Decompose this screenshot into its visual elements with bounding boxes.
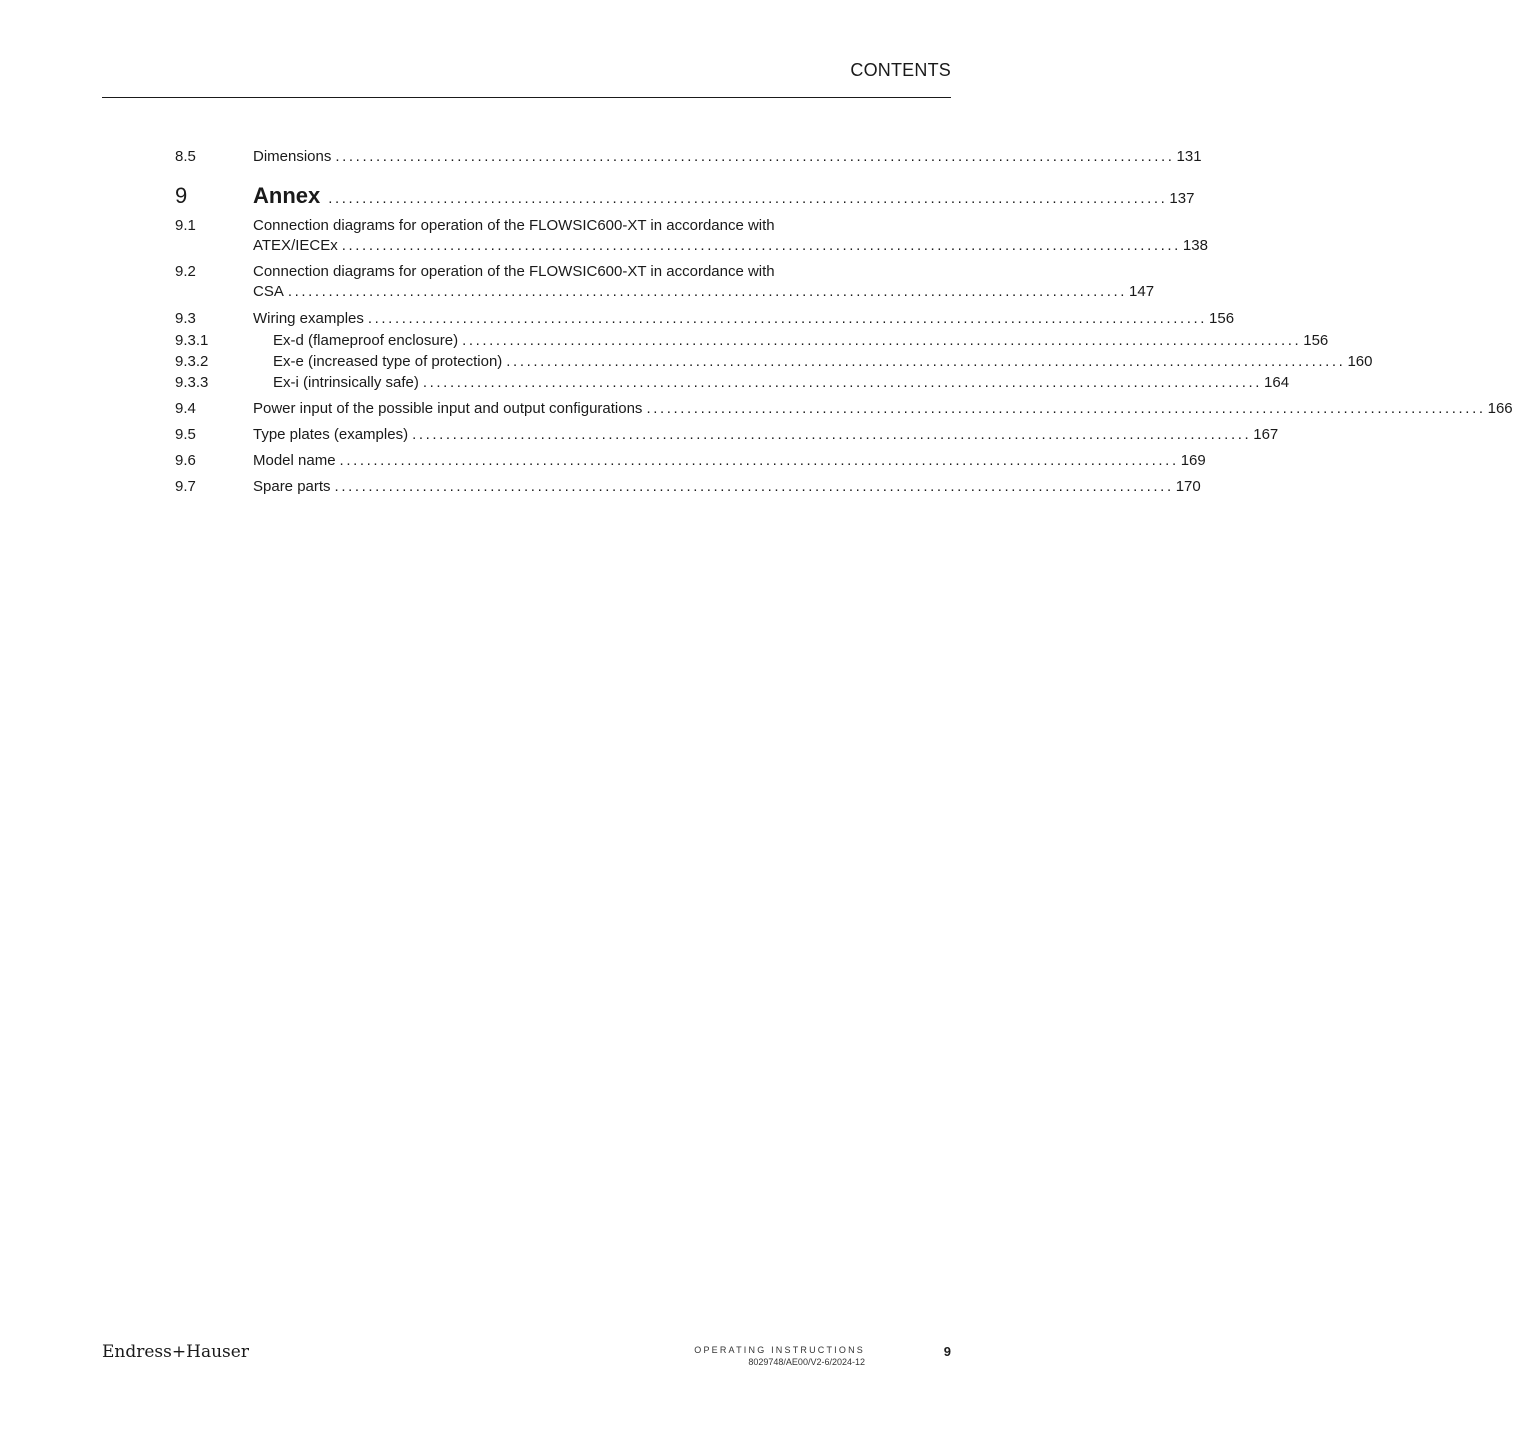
dot-leader: ............................................................................................................................	[334, 478, 1174, 495]
running-header: CONTENTS	[850, 60, 951, 80]
dot-leader: ............................................................................................................................	[328, 190, 1168, 207]
toc-entry-title: Model name	[253, 452, 336, 469]
chapter-number: 9	[175, 183, 188, 208]
toc-entry-page: 147	[1129, 283, 1155, 300]
toc-entry-title-line-1: Connection diagrams for operation of the FLOWSIC600-XT in accordance with	[253, 263, 775, 280]
toc-entry-title: Ex-i (intrinsically safe)	[273, 374, 419, 391]
toc-entry-page: 138	[1182, 237, 1208, 254]
toc-entry-number: 8.5	[175, 148, 196, 165]
toc-entry-title: Ex-e (increased type of protection)	[273, 353, 503, 370]
toc-entry-page: 167	[1253, 426, 1279, 443]
toc-entry-number: 9.4	[175, 400, 196, 417]
toc-entry-page: 166	[1487, 400, 1513, 417]
chapter-title: Annex	[253, 183, 321, 208]
toc-entry-title: Type plates (examples)	[253, 426, 409, 443]
header-divider	[102, 97, 951, 98]
dot-leader: ............................................................................................................................	[339, 452, 1179, 469]
toc-entry-title: Ex-d (flameproof enclosure)	[273, 332, 459, 349]
toc-entry-title: Dimensions	[253, 148, 332, 165]
toc-entry-page: 164	[1264, 374, 1290, 391]
dot-leader: ............................................................................................................................	[335, 148, 1175, 165]
toc-entry-title: Spare parts	[253, 478, 331, 495]
footer-document-info	[694, 1345, 865, 1367]
dot-leader: ............................................................................................................................	[367, 310, 1208, 327]
dot-leader: ............................................................................................................................	[506, 353, 1346, 370]
document-code: 8029748/AE00/V2-6/2024-12	[748, 1357, 865, 1367]
toc-entry-title: ATEX/IECEx	[253, 237, 338, 254]
toc-entry-title: Wiring examples	[253, 310, 364, 327]
dot-leader: ............................................................................................................................	[341, 237, 1181, 254]
toc-entry-title: CSA	[253, 283, 284, 300]
toc-entry-page: 131	[1176, 148, 1202, 165]
document-type-label: OPERATING INSTRUCTIONS	[694, 1345, 865, 1355]
toc-entry-number: 9.2	[175, 263, 196, 280]
toc-entry-number: 9.3.1	[175, 332, 209, 349]
toc-entry-page: 137	[1169, 190, 1195, 207]
toc-entry-page: 156	[1303, 332, 1329, 349]
toc-entry-title-line-1: Connection diagrams for operation of the FLOWSIC600-XT in accordance with	[253, 217, 775, 234]
toc-entry-number: 9.3.2	[175, 353, 209, 370]
toc-entry-page: 170	[1175, 478, 1201, 495]
toc-entry-number: 9.5	[175, 426, 196, 443]
dot-leader: ............................................................................................................................	[646, 400, 1486, 417]
toc-entry-page: 169	[1180, 452, 1206, 469]
toc-entry-number: 9.7	[175, 478, 196, 495]
toc-entry-number: 9.3.3	[175, 374, 209, 391]
dot-leader: ............................................................................................................................	[287, 283, 1128, 300]
toc-entry-title: Power input of the possible input and output configurations	[253, 400, 643, 417]
brand-logo: Endress+Hauser	[102, 1342, 249, 1362]
toc-entry-number: 9.6	[175, 452, 196, 469]
dot-leader: ............................................................................................................................	[462, 332, 1302, 349]
dot-leader: ............................................................................................................................	[422, 374, 1263, 391]
toc-entry-page: 160	[1347, 353, 1373, 370]
toc-entry-number: 9.1	[175, 217, 196, 234]
dot-leader: ............................................................................................................................	[412, 426, 1252, 443]
page-number: 9	[943, 1344, 951, 1359]
toc-entry-page: 156	[1209, 310, 1235, 327]
toc-entry-number: 9.3	[175, 310, 196, 327]
